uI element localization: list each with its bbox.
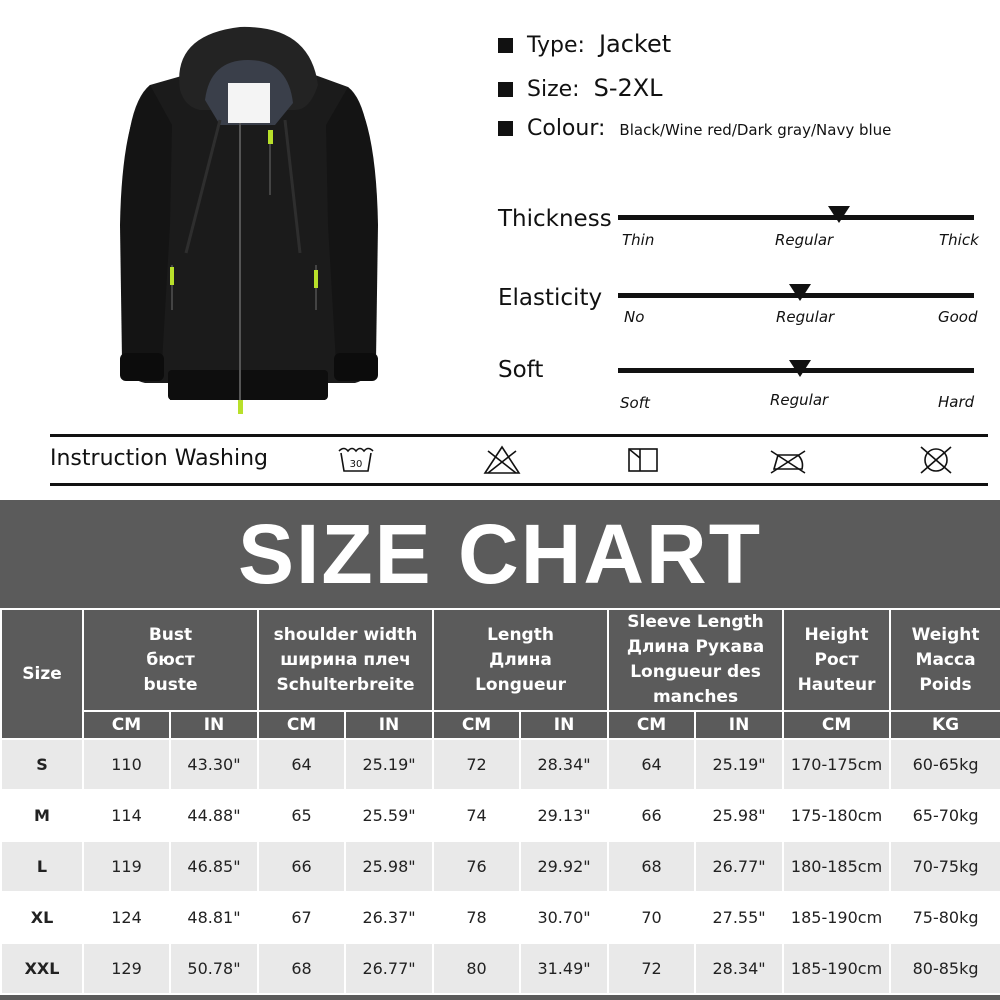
table-cell: 28.34" [695,943,783,994]
table-cell: 129 [83,943,170,994]
size-chart-title: SIZE CHART [238,507,762,601]
table-cell: 44.88" [170,790,258,841]
table-cell: 68 [608,841,695,892]
scale-thickness-label: Thickness [498,206,612,232]
table-cell: 25.59" [345,790,433,841]
table-row [1,943,1000,994]
table-cell: 70-75kg [890,841,1000,892]
table-cell: 25.98" [345,841,433,892]
table-cell: 67 [258,892,345,943]
table-cell: 50.78" [170,943,258,994]
table-cell: 78 [433,892,520,943]
table-row [1,892,1000,943]
scale-thickness-high: Thick [939,231,979,249]
size-cell: M [1,790,83,841]
scale-thickness-low: Thin [622,231,655,249]
unit-cell: IN [520,711,608,739]
table-cell: 175-180cm [783,790,890,841]
table-cell: 75-80kg [890,892,1000,943]
table-cell: 48.81" [170,892,258,943]
no-iron-icon [768,443,808,477]
header-height: Height Рост Hauteur [783,609,890,711]
header-bust: Bust бюст buste [83,609,258,711]
table-cell: 185-190cm [783,943,890,994]
unit-cell: IN [170,711,258,739]
unit-cell: IN [695,711,783,739]
spec-type [498,30,671,58]
table-cell: 66 [258,841,345,892]
spec-size [498,74,663,102]
scale-elasticity-low: No [624,308,645,326]
table-cell: 65-70kg [890,790,1000,841]
table-row [1,790,1000,841]
table-cell: 119 [83,841,170,892]
washing-label: Instruction Washing [50,446,268,471]
table-cell: 26.77" [695,841,783,892]
spec-type-key: Type: [527,33,585,58]
divider-bottom [50,483,988,486]
scale-thickness-marker [828,206,850,223]
table-cell: 29.13" [520,790,608,841]
spec-size-key: Size: [527,77,580,102]
scale-soft-label: Soft [498,357,544,383]
table-cell: 70 [608,892,695,943]
unit-cell: CM [83,711,170,739]
scale-elasticity-label: Elasticity [498,285,603,311]
table-cell: 170-175cm [783,739,890,790]
table-cell: 74 [433,790,520,841]
bullet-square-icon [498,38,513,53]
table-cell: 46.85" [170,841,258,892]
wash-temp-label: 30 [349,459,363,470]
size-chart-body [1,739,1000,994]
table-cell: 31.49" [520,943,608,994]
table-cell: 26.77" [345,943,433,994]
table-cell: 64 [608,739,695,790]
size-chart-table [0,608,1000,995]
scale-elasticity-high: Good [938,308,978,326]
spec-colour [498,116,891,141]
table-cell: 124 [83,892,170,943]
table-cell: 180-185cm [783,841,890,892]
scale-thickness-line [618,215,974,220]
size-cell: XL [1,892,83,943]
unit-cell: KG [890,711,1000,739]
table-cell: 27.55" [695,892,783,943]
header-shoulder: shoulder width ширина плеч Schulterbreite [258,609,433,711]
size-cell: L [1,841,83,892]
header-sleeve: Sleeve Length Длина Рукава Longueur des manches [608,609,783,711]
no-dry-clean-icon [916,443,956,477]
unit-cell: IN [345,711,433,739]
table-cell: 110 [83,739,170,790]
divider-top [50,434,988,437]
unit-cell: CM [608,711,695,739]
unit-row [1,711,1000,739]
scale-elasticity-mid: Regular [776,308,835,326]
table-cell: 72 [433,739,520,790]
scale-soft-marker [789,360,811,377]
bullet-square-icon [498,82,513,97]
jacket-product-image [110,15,390,415]
table-cell: 25.19" [345,739,433,790]
table-cell: 66 [608,790,695,841]
table-cell: 68 [258,943,345,994]
table-cell: 28.34" [520,739,608,790]
table-cell: 185-190cm [783,892,890,943]
table-cell: 25.19" [695,739,783,790]
size-cell: S [1,739,83,790]
spec-colour-key: Colour: [527,116,606,141]
bullet-square-icon [498,121,513,136]
header-length: Length Длина Longueur [433,609,608,711]
unit-cell: CM [783,711,890,739]
spec-size-value: S-2XL [593,74,663,102]
table-cell: 25.98" [695,790,783,841]
table-cell: 43.30" [170,739,258,790]
table-cell: 114 [83,790,170,841]
scale-thickness-mid: Regular [775,231,834,249]
header-weight: Weight Масса Poids [890,609,1000,711]
spec-type-value: Jacket [598,30,672,58]
header-size: Size [1,609,83,739]
table-cell: 26.37" [345,892,433,943]
scale-soft-low: Soft [620,394,650,412]
unit-cell: CM [258,711,345,739]
wash-30-icon [336,443,376,477]
spec-colour-value: Black/Wine red/Dark gray/Navy blue [619,121,892,139]
size-cell: XXL [1,943,83,994]
table-cell: 72 [608,943,695,994]
tumble-dry-icon [623,443,663,477]
table-cell: 80-85kg [890,943,1000,994]
table-row [1,739,1000,790]
table-row [1,841,1000,892]
scale-elasticity-marker [789,284,811,301]
scale-soft-mid: Regular [770,391,829,409]
table-cell: 60-65kg [890,739,1000,790]
no-bleach-icon [482,443,522,477]
table-cell: 30.70" [520,892,608,943]
scale-soft-high: Hard [938,393,975,411]
unit-cell: CM [433,711,520,739]
table-cell: 64 [258,739,345,790]
table-cell: 76 [433,841,520,892]
table-cell: 65 [258,790,345,841]
table-cell: 80 [433,943,520,994]
table-cell: 29.92" [520,841,608,892]
